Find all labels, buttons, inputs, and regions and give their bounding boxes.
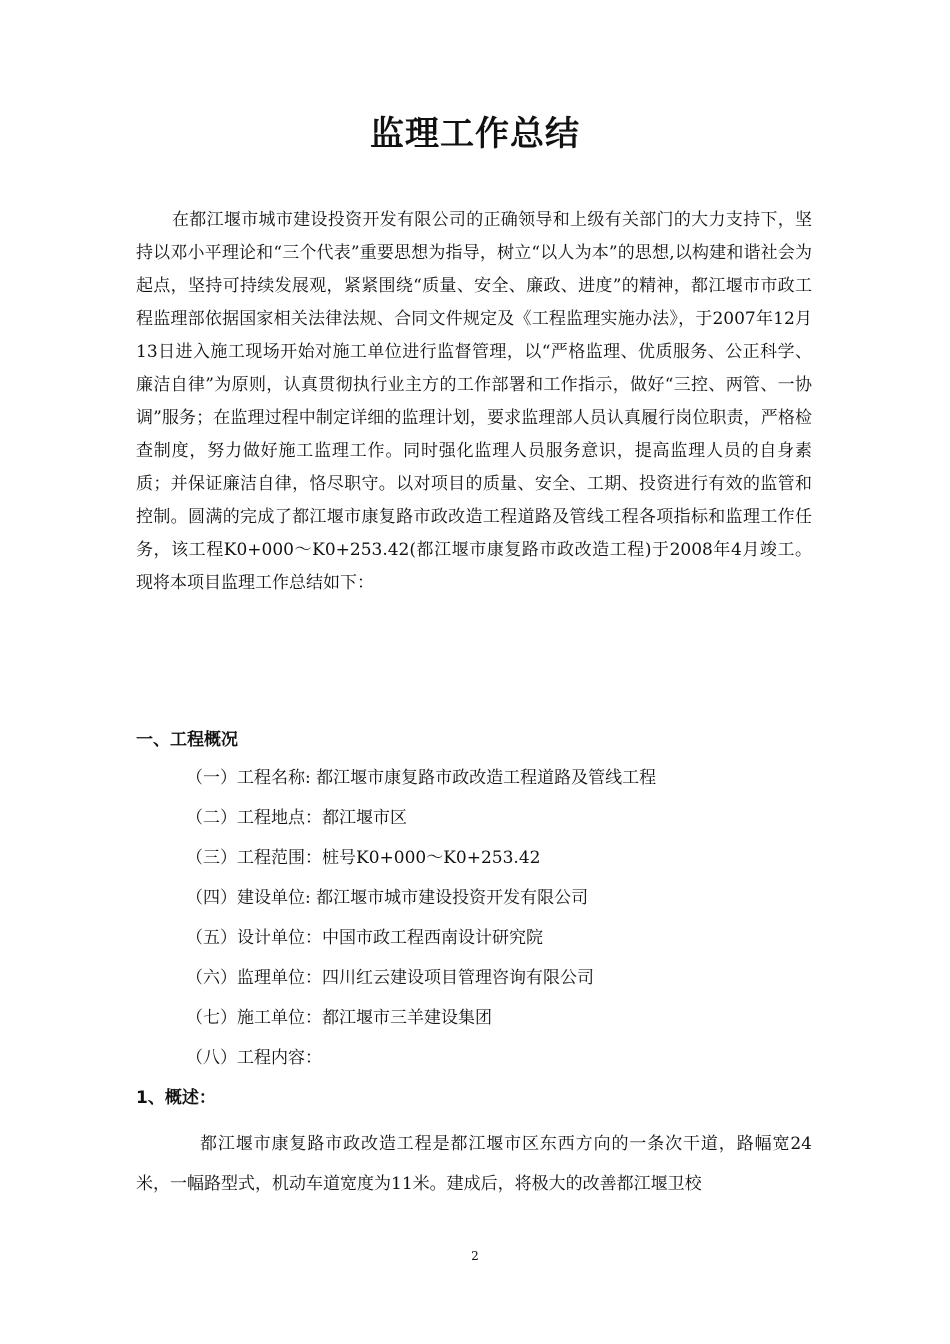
project-info-item-scope: （三）工程范围：桩号K0+000～K0+253.42	[186, 848, 541, 868]
page-number: 2	[471, 1249, 479, 1263]
project-info-item-supervisor: （六）监理单位：四川红云建设项目管理咨询有限公司	[186, 968, 594, 988]
intro-paragraph: 在都江堰市城市建设投资开发有限公司的正确领导和上级有关部门的大力支持下，坚持以邓小平理论和“三个代表”重要思想为指导，树立“以人为本”的思想,以构建和谐社会为起点，坚持可持续发展观，紧紧围绕“质量、安全、廉政、进度”的精神，都江堰市市政工程监理部依据国家相关法律法规、合同文件规定及《工程监理实施办法》，于2007年12月13日进入施工现场开始对施工单位进行监督管理，以“严格监理、优质服务、公正科学、廉洁自律”为原则，认真贯彻执行业主方的工作部署和工作指示，做好“三控、两管、一协调”服务；在监理过程中制定详细的监理计划，要求监理部人员认真履行岗位职责，严格检查制度，努力做好施工监理工作。同时强化监理人员服务意识，提高监理人员的自身素质；并保证廉洁自律，恪尽职守。以对项目的质量、安全、工期、投资进行有效的监管和控制。圆满的完成了都江堰市康复路市政改造工程道路及管线工程各项指标和监理工作任务，该工程K0+000～K0+253.42(都江堰市康复路市政改造工程)于2008年4月竣工。现将本项目监理工作总结如下：	[136, 210, 812, 593]
page-title: 监理工作总结	[370, 114, 580, 154]
project-info-item-contractor: （七）施工单位：都江堰市三羊建设集团	[186, 1008, 492, 1028]
section-heading-project-overview: 一、工程概况	[136, 730, 238, 750]
project-info-item-location: （二）工程地点：都江堰市区	[186, 808, 407, 828]
subsection-heading-summary: 1、概述：	[136, 1088, 216, 1108]
project-info-item-builder: （四）建设单位: 都江堰市城市建设投资开发有限公司	[186, 888, 589, 908]
overview-paragraph: 都江堰市康复路市政改造工程是都江堰市区东西方向的一条次干道，路幅宽24米，一幅路型式，机动车道宽度为11米。建成后，将极大的改善都江堰卫校	[136, 1134, 812, 1194]
project-info-item-name: （一）工程名称: 都江堰市康复路市政改造工程道路及管线工程	[186, 768, 657, 788]
project-info-item-content: （八）工程内容：	[186, 1048, 322, 1068]
project-info-item-designer: （五）设计单位：中国市政工程西南设计研究院	[186, 928, 543, 948]
project-info-list	[186, 766, 656, 1086]
